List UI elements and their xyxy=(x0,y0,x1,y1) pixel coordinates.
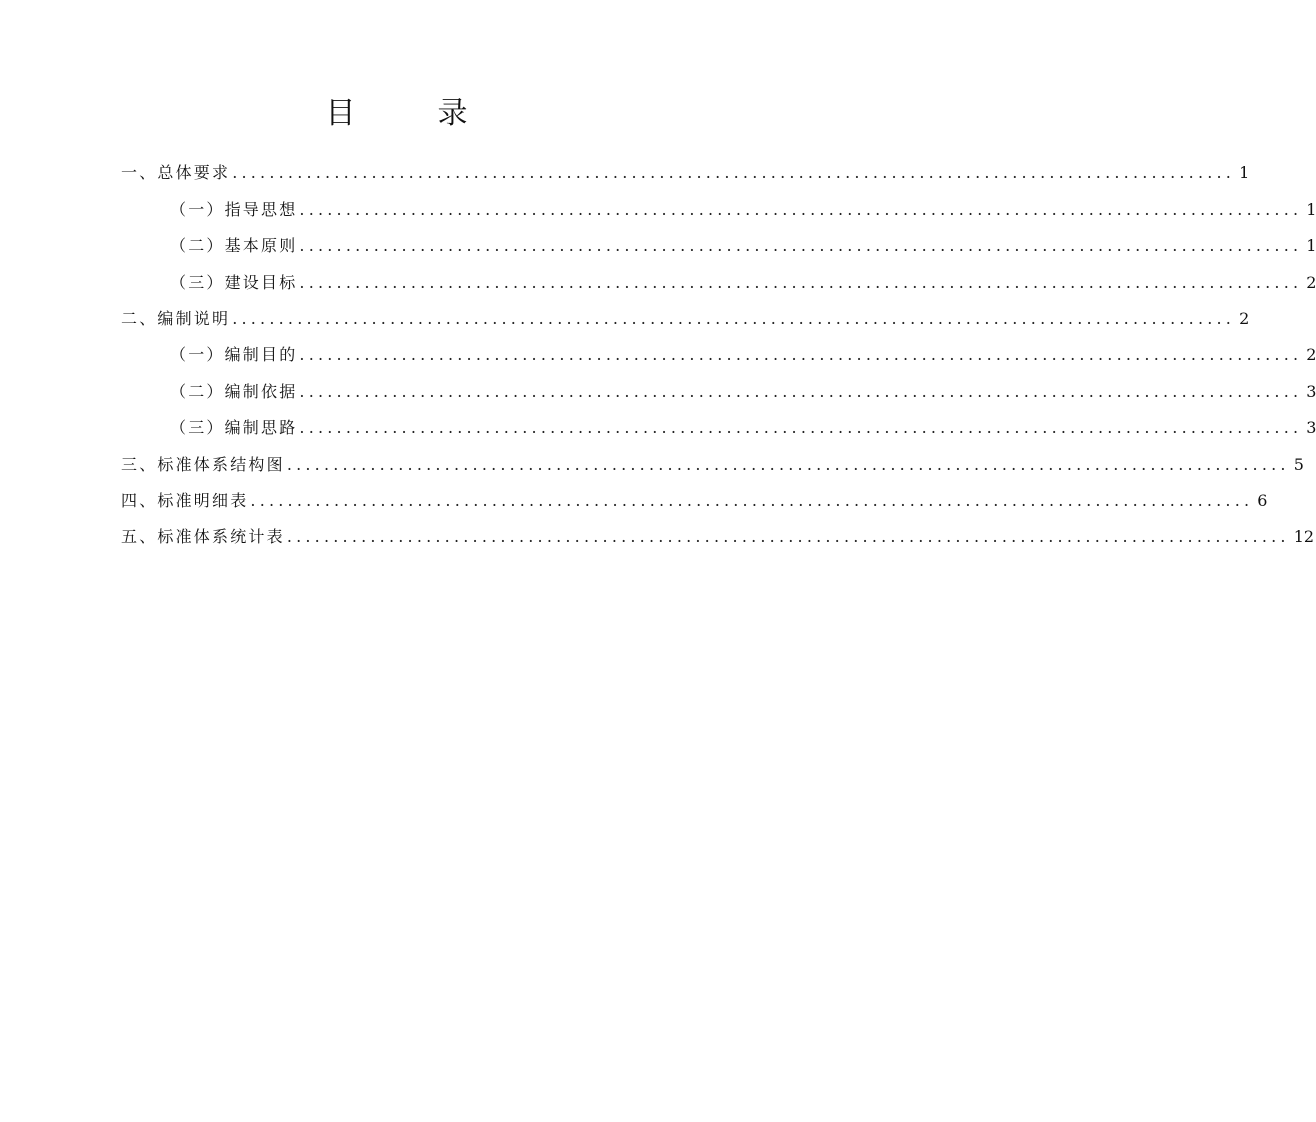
toc-entry[interactable] xyxy=(121,366,1316,402)
toc-leader-dots: ............................................................................................................ xyxy=(286,527,1290,547)
toc-leader-dots: ............................................................................................................ xyxy=(299,272,1303,292)
toc-entry[interactable] xyxy=(121,439,1304,475)
toc-entry-label: （一）编制目的 xyxy=(170,345,298,365)
toc-leader-dots: ............................................................................................................ xyxy=(232,163,1236,183)
toc-page-number: 12 xyxy=(1293,527,1315,547)
toc-page-number: 1 xyxy=(1306,236,1316,256)
toc-entry-label: 一、总体要求 xyxy=(121,163,231,183)
toc-entry[interactable] xyxy=(121,184,1316,220)
toc-entry-label: （三）建设目标 xyxy=(170,272,298,292)
toc-leader-dots: ............................................................................................................ xyxy=(232,308,1236,328)
toc-page-number: 2 xyxy=(1306,345,1316,365)
toc-leader-dots: ............................................................................................................ xyxy=(299,345,1303,365)
toc-page-number: 3 xyxy=(1306,381,1316,401)
toc-page-number: 1 xyxy=(1239,163,1250,183)
toc-entry-label: 二、编制说明 xyxy=(121,308,231,328)
toc-entry[interactable] xyxy=(121,257,1316,293)
toc-page-number: 2 xyxy=(1239,308,1250,328)
toc-page-number: 6 xyxy=(1257,490,1268,510)
toc-leader-dots: ............................................................................................................ xyxy=(286,454,1290,474)
toc-page-number: 3 xyxy=(1306,418,1316,438)
toc-page-number: 2 xyxy=(1306,272,1316,292)
toc-entry-label: （三）编制思路 xyxy=(170,418,298,438)
toc-entry[interactable] xyxy=(121,512,1315,548)
toc-page-number: 5 xyxy=(1293,454,1304,474)
toc-entry[interactable] xyxy=(121,148,1250,184)
toc-leader-dots: ............................................................................................................ xyxy=(299,199,1303,219)
toc-entry[interactable] xyxy=(121,403,1316,439)
toc-entry-label: （二）编制依据 xyxy=(170,381,298,401)
toc-entry-label: 三、标准体系结构图 xyxy=(121,454,285,474)
toc-entry-label: 四、标准明细表 xyxy=(121,490,249,510)
toc-page-number: 1 xyxy=(1306,199,1316,219)
toc-entry[interactable] xyxy=(121,330,1316,366)
toc-entry[interactable] xyxy=(121,476,1268,512)
toc-leader-dots: ............................................................................................................ xyxy=(250,490,1254,510)
toc-leader-dots: ............................................................................................................ xyxy=(299,236,1303,256)
toc-leader-dots: ............................................................................................................ xyxy=(299,418,1303,438)
toc-entry[interactable] xyxy=(121,294,1250,330)
table-of-contents xyxy=(121,148,1316,548)
toc-entry-label: 五、标准体系统计表 xyxy=(121,527,285,547)
toc-title: 目 录 xyxy=(325,96,494,131)
toc-entry-label: （一）指导思想 xyxy=(170,199,298,219)
toc-entry-label: （二）基本原则 xyxy=(170,236,298,256)
toc-entry[interactable] xyxy=(121,221,1316,257)
toc-leader-dots: ............................................................................................................ xyxy=(299,381,1303,401)
